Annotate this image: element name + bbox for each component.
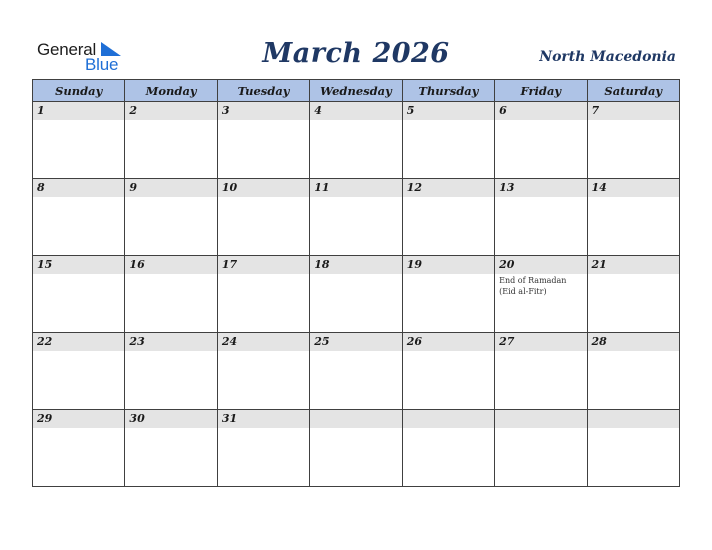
day-number: 13 (495, 179, 586, 197)
day-number: 27 (495, 333, 586, 351)
day-number: 19 (403, 256, 494, 274)
day-cell (587, 410, 679, 487)
weekday-header-wednesday: Wednesday (310, 80, 402, 102)
day-number: 8 (33, 179, 124, 197)
day-number: 24 (218, 333, 309, 351)
day-cell (125, 256, 217, 333)
day-number: 7 (588, 102, 679, 120)
day-cell (217, 102, 309, 179)
day-cell (310, 256, 402, 333)
day-number: 26 (403, 333, 494, 351)
day-number: 4 (310, 102, 401, 120)
weekday-header-friday: Friday (495, 80, 587, 102)
day-number: 6 (495, 102, 586, 120)
day-cell (495, 333, 587, 410)
day-cell (217, 410, 309, 487)
weekday-header-monday: Monday (125, 80, 217, 102)
week-row (33, 333, 680, 410)
week-row (33, 102, 680, 179)
day-number: 21 (588, 256, 679, 274)
day-number: 3 (218, 102, 309, 120)
day-cell (33, 179, 125, 256)
weekday-header-saturday: Saturday (587, 80, 679, 102)
day-number: 20 (495, 256, 586, 274)
day-cell (125, 410, 217, 487)
day-cell (217, 256, 309, 333)
day-cell (125, 102, 217, 179)
day-number: 18 (310, 256, 401, 274)
day-cell (310, 179, 402, 256)
day-number: 29 (33, 410, 124, 428)
country-name: North Macedonia (539, 49, 676, 65)
day-number: 16 (125, 256, 216, 274)
day-cell (217, 333, 309, 410)
day-cell (125, 179, 217, 256)
day-number: 2 (125, 102, 216, 120)
day-number: 31 (218, 410, 309, 428)
day-number: 17 (218, 256, 309, 274)
day-number (403, 410, 494, 428)
day-cell (310, 410, 402, 487)
day-cell (402, 102, 494, 179)
day-number: 9 (125, 179, 216, 197)
week-row (33, 179, 680, 256)
day-number: 25 (310, 333, 401, 351)
day-number: 12 (403, 179, 494, 197)
day-cell (402, 410, 494, 487)
day-cell (33, 256, 125, 333)
day-cell (33, 102, 125, 179)
day-cell (402, 333, 494, 410)
day-cell (495, 410, 587, 487)
holiday-event: End of Ramadan (Eid al-Fitr) (499, 276, 567, 296)
week-row (33, 410, 680, 487)
day-cell (33, 333, 125, 410)
day-cell (587, 102, 679, 179)
weekday-header-tuesday: Tuesday (217, 80, 309, 102)
day-cell (402, 179, 494, 256)
calendar-body (33, 102, 680, 487)
day-number (495, 410, 586, 428)
weekday-header-thursday: Thursday (402, 80, 494, 102)
day-number: 15 (33, 256, 124, 274)
week-row (33, 256, 680, 333)
day-number (310, 410, 401, 428)
day-number: 22 (33, 333, 124, 351)
day-number (588, 410, 679, 428)
day-number: 5 (403, 102, 494, 120)
day-cell (587, 256, 679, 333)
day-cell (310, 333, 402, 410)
day-cell (402, 256, 494, 333)
day-number: 10 (218, 179, 309, 197)
calendar-grid (32, 79, 680, 487)
day-cell (495, 179, 587, 256)
day-number: 28 (588, 333, 679, 351)
logo-word-general: General (37, 40, 97, 59)
logo-word-blue: Blue (85, 55, 119, 74)
day-cell (495, 256, 587, 333)
day-cell (495, 102, 587, 179)
day-number: 14 (588, 179, 679, 197)
day-cell (217, 179, 309, 256)
day-cell (125, 333, 217, 410)
weekday-header-sunday: Sunday (33, 80, 125, 102)
day-cell (587, 333, 679, 410)
day-cell (587, 179, 679, 256)
day-number: 23 (125, 333, 216, 351)
day-cell (310, 102, 402, 179)
day-cell (33, 410, 125, 487)
page-title: March 2026 (262, 38, 450, 69)
day-number: 1 (33, 102, 124, 120)
day-number: 30 (125, 410, 216, 428)
day-number: 11 (310, 179, 401, 197)
weekday-header-row (33, 80, 680, 102)
